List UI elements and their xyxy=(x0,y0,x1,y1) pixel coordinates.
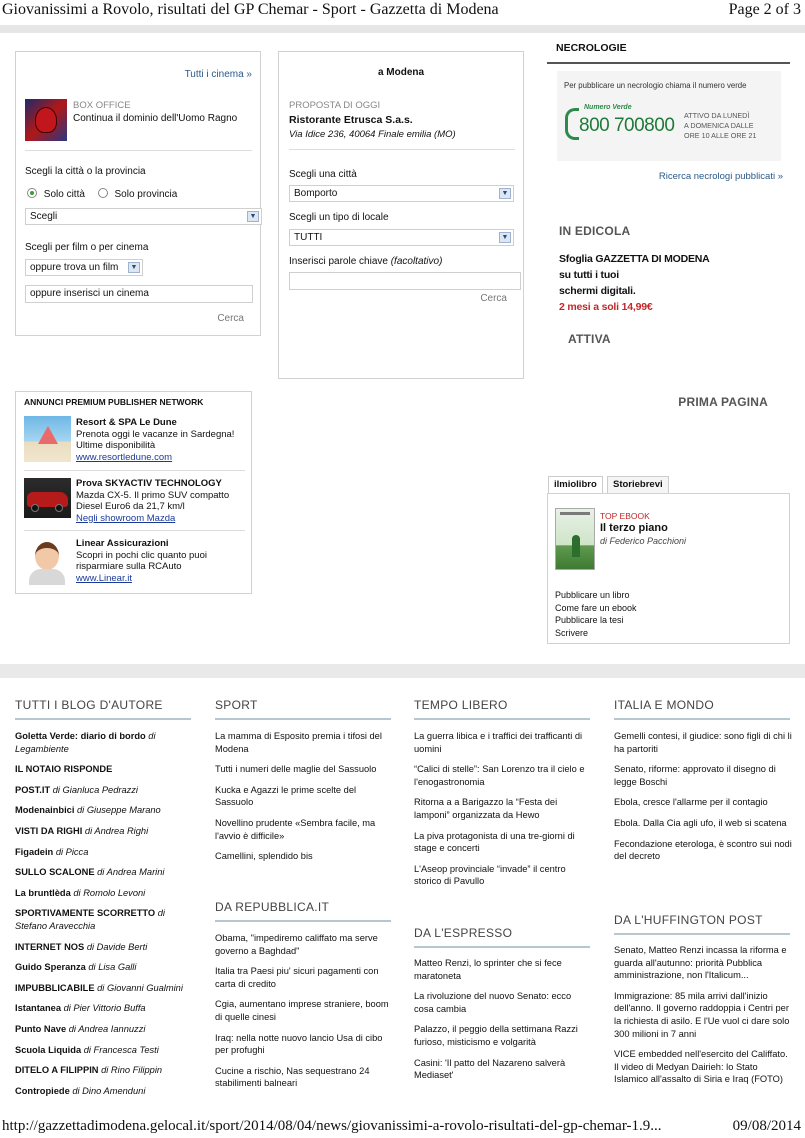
box-office-label: BOX OFFICE xyxy=(73,100,131,111)
tab-storiebrevi[interactable]: Storiebrevi xyxy=(607,476,669,494)
ilmiolibro-widget xyxy=(547,493,790,644)
restaurant-type-value: TUTTI xyxy=(294,232,323,243)
blog-item[interactable]: IMPUBBLICABILE di Giovanni Gualmini xyxy=(15,982,183,993)
news-item[interactable]: Tutti i numeri delle maglie del Sassuolo xyxy=(215,764,377,775)
prima-pagina-link[interactable]: PRIMA PAGINA xyxy=(678,395,768,409)
news-item[interactable]: Senato, riforme: approvato il disegno di legge Boschi xyxy=(614,764,776,787)
blogs-title-text: TUTTI I BLOG D'AUTORE xyxy=(15,698,163,712)
italia-title xyxy=(614,698,714,712)
tempolibero-title-text: TEMPO LIBERO xyxy=(414,698,508,712)
blog-item[interactable]: Scuola Liquida di Francesca Testi xyxy=(15,1044,159,1055)
ad-line: Mazda CX-5. Il primo SUV compatto xyxy=(76,489,230,501)
news-item[interactable]: Kucka e Agazzi le prime scelte del Sassuolo xyxy=(215,784,357,808)
page-number: Page 2 of 3 xyxy=(728,1,801,18)
chevron-down-icon: ▼ xyxy=(499,232,511,243)
choose-film-label: Scegli per film o per cinema xyxy=(25,242,149,253)
huffington-title xyxy=(614,913,763,927)
espresso-list xyxy=(414,957,592,1090)
keywords-label xyxy=(289,256,442,267)
news-item[interactable]: Senato, Matteo Renzi incassa la riforma e guarda all'autunno: priorità Pubblica amministrazione, non l'Italicum... xyxy=(614,945,787,981)
blog-item[interactable]: SPORTIVAMENTE SCORRETTO di Stefano Aravecchia xyxy=(15,908,165,931)
blog-item[interactable]: DITELO A FILIPPIN di Rino Filippin xyxy=(15,1065,163,1076)
tab-ilmiolibro[interactable]: ilmiolibro xyxy=(548,476,603,494)
restaurant-city-select[interactable] xyxy=(289,185,514,202)
news-item[interactable]: La mamma di Esposito premia i tifosi del Modena xyxy=(215,731,382,754)
news-item[interactable]: Cgia, aumentano imprese straniere, boom di quelle cinesi xyxy=(215,999,389,1022)
blogs-title xyxy=(15,698,163,712)
blog-item[interactable]: Istantanea di Pier Vittorio Buffa xyxy=(15,1003,146,1014)
news-item[interactable]: Cucine a rischio, Nas sequestrano 24 stabilimenti balneari xyxy=(215,1065,370,1089)
news-item[interactable]: “Calici di stelle”: San Lorenzo tra il cielo e l'enogastronomia xyxy=(414,764,585,787)
news-item[interactable]: Casini: 'Il patto del Nazareno salverà Mediaset' xyxy=(414,1057,566,1081)
radio-solo-provincia-label: Solo provincia xyxy=(114,189,178,200)
numero-verde: 800 700800 xyxy=(579,115,675,136)
cinema-widget xyxy=(15,51,261,336)
tempolibero-list xyxy=(414,730,592,896)
news-item[interactable]: Iraq: nella notte nuovo lancio Usa di cibo per profughi xyxy=(215,1032,383,1056)
ad-title: Resort & SPA Le Dune xyxy=(76,417,177,428)
link-tesi[interactable]: Pubblicare la tesi xyxy=(555,615,624,625)
edicola-line-2: su tutti i tuoi xyxy=(559,269,619,281)
keywords-input[interactable] xyxy=(289,272,521,290)
news-item[interactable]: Matteo Renzi, lo sprinter che si fece maratoneta xyxy=(414,958,562,981)
all-cinemas-link[interactable]: Tutti i cinema » xyxy=(184,69,252,80)
top-ebook-label: TOP EBOOK xyxy=(600,511,650,521)
blog-item[interactable]: La bruntlèda di Romolo Levoni xyxy=(15,887,146,898)
ad-linear-image[interactable] xyxy=(24,538,71,586)
news-item[interactable]: La guerra libica e i traffici dei trafficanti di uomini xyxy=(414,731,583,754)
blogs-list xyxy=(15,730,191,1105)
ad-line: risparmiare sulla RCAuto xyxy=(76,561,182,572)
ads-title: ANNUNCI PREMIUM PUBLISHER NETWORK xyxy=(24,397,204,407)
hours-box xyxy=(684,111,756,141)
keywords-optional: (facoltativo) xyxy=(390,256,443,267)
italia-list xyxy=(614,730,792,871)
necrologie-title: NECROLOGIE xyxy=(556,42,627,54)
restaurant-type-select[interactable] xyxy=(289,229,514,246)
chevron-down-icon: ▼ xyxy=(247,211,259,222)
blog-item[interactable]: Modenainbici di Giuseppe Marano xyxy=(15,805,161,816)
news-item[interactable]: Camellini, splendido bis xyxy=(215,851,313,862)
top-band xyxy=(0,25,805,33)
news-item[interactable]: La piva protagonista di una tre-giorni di stage e concerti xyxy=(414,830,575,854)
film-select[interactable] xyxy=(25,259,143,276)
ad-resort-image[interactable] xyxy=(24,416,71,462)
edicola-text xyxy=(559,251,710,315)
chevron-down-icon: ▼ xyxy=(128,262,140,273)
cinema-search-button[interactable]: Cerca xyxy=(217,313,244,324)
keywords-label-text: Inserisci parole chiave xyxy=(289,256,388,267)
box-office-thumb xyxy=(25,99,67,141)
news-item[interactable]: VICE embedded nell'esercito del Califfato. Il video di Medyan Dairieh: lo Stato Islamico all'assalto di Siria e Iraq (FOTO) xyxy=(614,1049,788,1085)
tempolibero-title xyxy=(414,698,508,712)
choose-city-label: Scegli la città o la provincia xyxy=(25,166,146,177)
blog-item[interactable]: POST.IT di Gianluca Pedrazzi xyxy=(15,784,138,795)
chevron-down-icon: ▼ xyxy=(499,188,511,199)
news-item[interactable]: Palazzo, il peggio della settimana Razzi furioso, misticismo e volgarità xyxy=(414,1024,578,1047)
necrologie-banner-text: Per pubblicare un necrologio chiama il numero verde xyxy=(564,81,747,90)
huffington-list xyxy=(614,944,792,1094)
edicola-line-1: Sfoglia GAZZETTA DI MODENA xyxy=(559,253,710,265)
ad-line: Prenota oggi le vacanze in Sardegna! xyxy=(76,428,235,440)
ad-line: Ultime disponibilità xyxy=(76,440,156,451)
ad-title: Prova SKYACTIV TECHNOLOGY xyxy=(76,478,222,489)
print-header xyxy=(0,0,805,24)
radio-group xyxy=(27,188,177,200)
restaurant-name[interactable]: Ristorante Etrusca S.a.s. xyxy=(289,114,413,126)
print-date: 09/08/2014 xyxy=(732,1118,801,1134)
restaurant-widget xyxy=(278,51,524,379)
news-item[interactable]: Fecondazione eterologa, è scontro sui nodi del decreto xyxy=(614,838,792,862)
edicola-title: IN EDICOLA xyxy=(559,224,631,238)
premium-ads xyxy=(15,391,252,594)
news-item[interactable]: Italia tra Paesi piu' sicuri pagamenti con carta di credito xyxy=(215,966,379,989)
radio-solo-citta[interactable] xyxy=(27,188,37,198)
news-item[interactable]: Ebola. Dalla Cia agli ufo, il web si scatena xyxy=(614,817,787,828)
radio-solo-citta-label: Solo città xyxy=(43,189,85,200)
espresso-title xyxy=(414,926,512,940)
restaurant-city-value: Bomporto xyxy=(294,188,338,199)
italia-title-text: ITALIA E MONDO xyxy=(614,698,714,712)
blog-item[interactable]: VISTI DA RIGHI di Andrea Righi xyxy=(15,825,149,836)
link-ebook[interactable]: Come fare un ebook xyxy=(555,602,637,613)
cinema-input[interactable]: oppure inserisci un cinema xyxy=(25,285,253,303)
edicola-activate-button[interactable]: ATTIVA xyxy=(568,332,611,346)
news-item[interactable]: Immigrazione: 85 mila arrivi dall'inizio dell'anno. Il governo raddoppia i Centri per la richiesta di asilo. E l'Ue vuol ci dare solo 300 milioni in 7 anni xyxy=(614,990,790,1039)
blog-item[interactable]: Contropiede di Dino Amenduni xyxy=(15,1085,146,1096)
news-item[interactable]: La rivoluzione del nuovo Senato: ecco cosa cambia xyxy=(414,991,572,1014)
ad-link[interactable]: www.resortledune.com xyxy=(76,451,173,463)
page-url: http://gazzettadimodena.gelocal.it/sport/2014/08/04/news/giovanissimi-a-rovolo-risultati-del-gp-chemar-1.9... xyxy=(2,1118,662,1134)
section-divider xyxy=(0,664,805,678)
proposal-label: PROPOSTA DI OGGI xyxy=(289,100,381,111)
blog-item[interactable]: Guido Speranza di Lisa Galli xyxy=(15,962,137,973)
phone-icon xyxy=(565,108,579,140)
restaurant-heading: a Modena xyxy=(377,67,425,78)
link-scrivere[interactable]: Scrivere xyxy=(555,627,589,638)
hours-line-3: ORE 10 ALLE ORE 21 xyxy=(684,131,757,140)
news-item[interactable]: Ebola, cresce l'allarme per il contagio xyxy=(614,797,768,808)
hours-line-2: A DOMENICA DALLE xyxy=(684,121,754,130)
necrologie-search-link[interactable]: Ricerca necrologi pubblicati » xyxy=(658,171,783,182)
restaurant-address: Via Idice 236, 40064 Finale emilia (MO) xyxy=(289,129,456,140)
radio-solo-provincia[interactable] xyxy=(98,188,108,198)
news-item[interactable]: Gemelli contesi, il giudice: sono figli di chi li ha partoriti xyxy=(614,731,792,754)
news-item[interactable]: Obama, "impediremo califfato ma serve governo a Baghdad" xyxy=(215,933,378,956)
blog-item[interactable]: SULLO SCALONE di Andrea Marini xyxy=(15,867,165,878)
ad-resort[interactable] xyxy=(76,417,246,463)
necrologie-banner[interactable] xyxy=(557,71,781,161)
book-cover[interactable] xyxy=(555,508,595,570)
numero-verde-label: Numero Verde xyxy=(584,104,632,111)
page-title: Giovanissimi a Rovolo, risultati del GP Chemar - Sport - Gazzetta di Modena xyxy=(2,1,499,18)
espresso-title-text: DA L'ESPRESSO xyxy=(414,926,513,940)
ad-link[interactable]: www.Linear.it xyxy=(76,572,132,584)
news-item[interactable]: Ritorna a a Barigazzo la “Festa dei lamponi” organizzata da Hewo xyxy=(414,797,558,820)
huffington-title-text: DA L'HUFFINGTON POST xyxy=(614,913,763,927)
blog-item[interactable]: Goletta Verde: diario di bordo di Legambiente xyxy=(15,731,156,754)
blog-item[interactable]: INTERNET NOS di Davide Berti xyxy=(15,941,148,952)
book-author: di Federico Pacchioni xyxy=(600,536,687,546)
ad-title: Linear Assicurazioni xyxy=(76,538,169,549)
ilmiolibro-links xyxy=(555,589,637,639)
ad-link[interactable]: Negli showroom Mazda xyxy=(76,512,176,524)
book-title[interactable]: Il terzo piano xyxy=(600,522,668,534)
repubblica-title-text: DA REPUBBLICA.IT xyxy=(215,900,330,914)
ad-mazda-image[interactable] xyxy=(24,478,71,518)
news-item[interactable]: L'Aseop provinciale “invade” il centro storico di Pavullo xyxy=(414,863,566,887)
edicola-line-3: schermi digitali. xyxy=(559,285,636,297)
ad-line: Scopri in pochi clic quanto puoi xyxy=(76,549,207,561)
sport-list xyxy=(215,730,393,871)
ad-mazda[interactable] xyxy=(76,478,246,524)
print-footer xyxy=(0,1118,805,1138)
restaurant-type-label: Scegli un tipo di locale xyxy=(289,212,389,223)
sport-title-text: SPORT xyxy=(215,698,258,712)
restaurant-city-label: Scegli una città xyxy=(289,169,357,180)
film-select-value: oppure trova un film xyxy=(30,262,119,273)
link-pubblicare-libro[interactable]: Pubblicare un libro xyxy=(555,590,630,600)
city-select[interactable] xyxy=(25,208,262,225)
city-select-value: Scegli xyxy=(30,211,58,222)
blog-item[interactable]: Punto Nave di Andrea Iannuzzi xyxy=(15,1023,146,1034)
repubblica-list xyxy=(215,932,393,1098)
edicola-price: 2 mesi a soli 14,99€ xyxy=(559,301,653,313)
necrologie-rule xyxy=(547,62,790,64)
ad-line: Diesel Euro6 da 21,7 km/l xyxy=(76,501,185,512)
blog-item[interactable]: Figadein di Picca xyxy=(15,846,89,857)
blog-item[interactable]: IL NOTAIO RISPONDE xyxy=(15,764,113,775)
ad-linear[interactable] xyxy=(76,538,246,584)
sport-title xyxy=(215,698,258,712)
restaurant-search-button[interactable]: Cerca xyxy=(480,293,507,304)
hours-line-1: ATTIVO DA LUNEDÌ xyxy=(684,111,750,120)
repubblica-title xyxy=(215,900,329,914)
news-item[interactable]: Novellino prudente «Sembra facile, ma l'avvio è difficile» xyxy=(215,817,376,841)
box-office-text[interactable]: Continua il dominio dell'Uomo Ragno xyxy=(73,113,238,124)
